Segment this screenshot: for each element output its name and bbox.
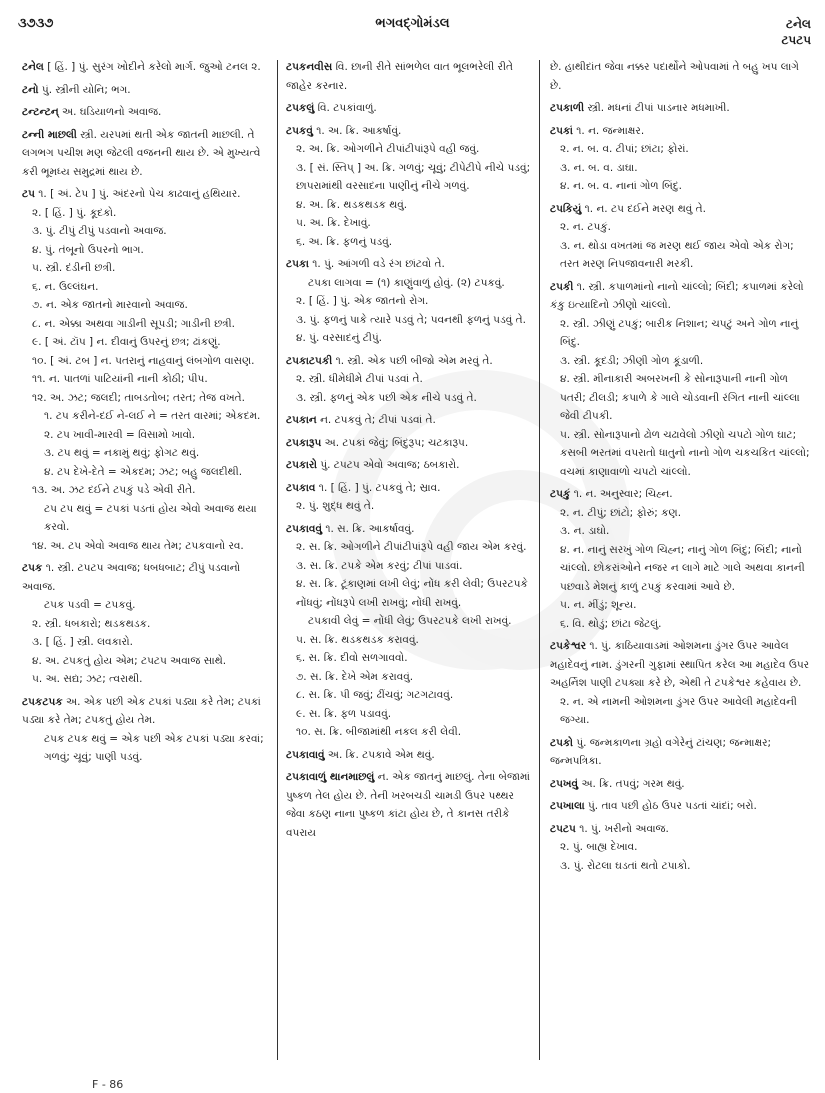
entry-definition-line	[550, 797, 812, 816]
definition-text: સ્ત્રી. મધનાં ટીપાં પાડનાર મધમાખી.	[587, 102, 730, 114]
sense-line: ૩. ન. થોડા વખતમાં જ મરણ થઈ જાય એવો એક રોગ; તરત મરણ નિપજાવનારી મરકી.	[560, 239, 794, 270]
sense-line: ૫. સ્ત્રી. સોનારૂપાનો ઢોળ ચઢાવેલો ઝીણો ચપટો ગોળ ઘાટ; કસબી ભરતમાં વપરાતો ધાતુનો નાનો ગોળ ચકચકિત ચાંલ્લો; વચમાં કાણાવાળો ચપટો ચાંલ્લો.	[560, 428, 810, 478]
guide-word-first: ટનેલ	[786, 17, 811, 31]
headword: ટપકાટપકી	[286, 354, 333, 367]
sense-line: ૨. પું. બાહ્ય દેખાવ.	[560, 841, 638, 853]
headword: ટપકાવ	[286, 481, 316, 494]
sense-line: ૬. સ. ક્રિ. દીવો સળગાવવો.	[296, 652, 408, 664]
column-2	[286, 58, 534, 846]
sense-line: ૨. પું. શુદ્ધ થવું તે.	[296, 500, 375, 512]
entry-definition-line	[286, 768, 534, 842]
headword: ટપકાં	[550, 124, 573, 137]
sense-line: ૪. ન. બ. વ. નાનાં ગોળ બિંદુ.	[560, 180, 682, 192]
headword: ટપકનવીસ	[286, 61, 333, 73]
sense-line: ૨. અ. ક્રિ. ઓગળીને ટીપાંટીપાંરૂપે વહી જવું.	[296, 143, 480, 155]
headword: ટપકિયું	[550, 202, 582, 215]
definition-text: ૧. સ્ત્રી. ટપટપ અવાજ; ધબધબાટ; ટીપું પડવાનો અવાજ.	[22, 562, 241, 593]
definition-text: વિ. છાની રીતે સાંભળેલ વાત ભૂલભરેલી રીતે જાહેર કરનાર.	[286, 61, 513, 92]
dictionary-entry	[22, 185, 272, 555]
headword: ટપકવું	[286, 124, 313, 137]
entry-definition-line	[550, 200, 812, 219]
usage-example: ૪. ટપ દેખે-દેતે = એકદમ; ઝટ; બહુ જલદીથી.	[44, 465, 243, 478]
headword: ટપખાલા	[550, 800, 585, 812]
headword: ટપકટપક	[22, 695, 63, 708]
sense-line: ૨. [ હિં. ] પું. કૂદકો.	[32, 206, 117, 219]
sense-line: ૧૨. અ. ઝટ; જલદી; તાબડતોબ; તરત; તેજ વખતે.	[32, 391, 245, 404]
column-3	[550, 58, 812, 879]
sense-line: ૨. ન. બ. વ. ટીપાં; છાંટા; ફોરાં.	[560, 143, 689, 155]
definition-text: ૧. સ. ક્રિ. આકર્ષાવવું.	[325, 522, 415, 535]
definition-text: વિ. ટપકાંવાળું.	[317, 102, 377, 114]
sense-line: ૪. અ. ટપકતું હોય એમ; ટપટપ અવાજ સાથે.	[32, 654, 227, 667]
definition-text: ન. એક જાતનું માછલું. તેના બેજામાં પુષ્કળ તેલ હોય છે. તેની ખરબચડી ચામડી ઉપર પથ્થર જેવા કઠણ નાના પુષ્કળ કાંટા હોય છે, તે કાનસ તરીકે વપરાય	[286, 771, 530, 839]
sense-line: ૪. ન. નાનું સરખું ગોળ ચિહ્ન; નાનું ગોળ બિંદુ; બિંદી; નાનો ચાંલ્લો. છોકરાંઓને નજર ન લાગે માટે ગાલે અથવા કાનની પછવાડે મેશનું કાળું ટપકું કરવામાં આવે છે.	[560, 543, 805, 593]
sense-line: ૫. ન. મીંડું; શૂન્ય.	[560, 599, 637, 611]
dictionary-entry	[550, 200, 812, 274]
entry-definition-line	[550, 122, 812, 141]
dictionary-entry	[286, 255, 534, 348]
dictionary-entry	[286, 479, 534, 516]
usage-example: ૧. ટપ કરીને-દઈ ને-લઈ ને = તરત વારમાં; એકદમ.	[44, 410, 261, 422]
headword: ટન્ટન્ટન્	[22, 106, 59, 118]
sense-line: ૩. સ. ક્રિ. ટપકે એમ કરવું; ટીપાં પાડવાં.	[296, 559, 463, 572]
page-number: ૩૭૩૭	[18, 16, 54, 31]
headword: ટનેલ	[22, 61, 44, 73]
definition-text: છે. હાથીદાંત જેવા નક્કર પદાર્થોને ઓપવામાં તે બહુ ખપ લાગે છે.	[550, 61, 799, 92]
entry-definition-line	[550, 734, 812, 771]
sense-line: ૨. સ. ક્રિ. ઓગળીને ટીપાંટીપાંરૂપે વહી જાય એમ કરવું.	[296, 541, 527, 553]
page-header	[0, 10, 825, 50]
definition-text: અ. એક પછી એક ટપકાં પડ્યા કરે તેમ; ટપકાં પડ્યા કરે તેમ; ટપકતું હોય તેમ.	[22, 695, 261, 726]
headword: ટપકાન	[286, 414, 317, 426]
definition-text: પું. સ્ત્રીની યોનિ; ભગ.	[41, 83, 131, 96]
headword: ટપકાવાવું	[286, 748, 325, 761]
sense-line: ૪. પું. વરસાદનું ટીપું.	[296, 332, 383, 344]
definition-text: ૧. પું. આંગળી વડે રંગ છાંટવો તે.	[312, 258, 445, 270]
sense-line: ૨. સ્ત્રી. ઝીણું ટપકું; બારીક નિશાન; ચપટું અને ગોળ નાનું બિંદુ.	[560, 317, 799, 348]
sense-line: ૪. પું. તંબૂનો ઉપરનો ભાગ.	[32, 243, 144, 256]
entry-definition-line	[22, 185, 272, 204]
entry-definition-line	[286, 122, 534, 141]
dictionary-entry	[286, 434, 534, 453]
entry-definition-line	[22, 103, 272, 122]
entry-definition-line	[550, 99, 812, 118]
entry-definition-line	[550, 820, 812, 839]
sense-line: ૨. ન. ટપકું.	[560, 221, 612, 233]
entry-definition-line	[286, 746, 534, 765]
headword: ટપ	[22, 188, 35, 200]
sense-line: ૯. સ. ક્રિ. ફળ પડાવવું.	[296, 707, 392, 720]
definition-text: અ. ક્રિ. તપવું; ગરમ થવું.	[581, 777, 685, 790]
guide-words	[781, 16, 811, 48]
sense-line: ૧૧. ન. પાતળાં પાટિયાંની નાની કોઠી; પીપ.	[32, 373, 208, 385]
sense-line: ૨. સ્ત્રી. ધબકારો; થડકથડક.	[32, 617, 151, 630]
sense-line: ૩. પું. ટીપું ટીપું પડવાનો અવાજ.	[32, 225, 167, 237]
entry-definition-line	[286, 479, 534, 498]
sense-line: ૨. ન. એ નામની ઓશમના ડુંગર ઉપર આવેલી મહાદેવની જગ્યા.	[560, 695, 797, 726]
definition-text: [ હિં. ] પું. સુરંગ ખોદીને કરેલો માર્ગ. જુઓ ટનલ ૨.	[47, 61, 261, 73]
entry-definition-line	[550, 278, 812, 315]
sense-line: ૧૪. અ. ટપ એવો અવાજ થાય તેમ; ટપકવાનો રવ.	[32, 539, 244, 552]
headword: ટન્ની માછલી	[22, 128, 77, 141]
sense-line: ૩. [ હિં. ] સ્ત્રી. લવકારો.	[32, 636, 133, 648]
definition-text: ૧. સ્ત્રી. કપાળમાંનો નાનો ચાંલ્લો; બિંદી; કપાળમાં કરેલો કંકુ ઇત્યાદિનો ઝીણો ચાંલ્લો.	[550, 280, 804, 311]
definition-text: અ. ટપકાં જેવું; બિંદુરૂપ; ચટકારૂપ.	[324, 436, 469, 449]
sense-line: ૫. સ. ક્રિ. થડકથડક કરાવવું.	[296, 633, 419, 646]
entry-definition-line	[286, 99, 534, 118]
column-1	[22, 58, 272, 771]
headword: ટપકું	[550, 488, 571, 500]
definition-text: પું. ટપટપ એવો અવાજ; ઠબકારો.	[320, 459, 460, 471]
dictionary-entry	[22, 81, 272, 100]
dictionary-entry	[550, 99, 812, 118]
sense-line: ૩. [ સં. સ્તિપ્ ] અ. ક્રિ. ગળવું; ચૂવું; ટીપેટીપે નીચે પડવું; છાપરામાંથી વરસાદના પાણીનું નીચે ગળવું.	[296, 161, 531, 192]
sense-line: ૬. ન. ઉલ્લંઘન.	[32, 280, 99, 293]
definition-text: પું. જન્મકાળના ગ્રહો વગેરેનું ટાંચણ; જન્માક્ષર; જન્મપત્રિકા.	[550, 736, 772, 767]
usage-example: ટપક પડવી = ટપકવું.	[44, 599, 136, 611]
sense-line: ૭. ન. એક જાતનો મારવાનો અવાજ.	[32, 299, 188, 311]
dictionary-entry	[286, 746, 534, 765]
definition-text: ૧. ન. ટપ દઈને મરણ થવું તે.	[584, 202, 706, 215]
headword: ટપકાળી	[550, 102, 585, 114]
sense-line: ૩. પું. રોટલા ઘડતાં થતો ટપાકો.	[560, 859, 691, 872]
entry-definition-line	[286, 456, 534, 475]
dictionary-entry	[286, 352, 534, 408]
definition-text: ૧. ન. અનુસ્વાર; ચિહ્ન.	[573, 488, 673, 500]
dictionary-entry	[550, 797, 812, 816]
entry-definition-line	[550, 58, 812, 95]
definition-text: ૧. સ્ત્રી. એક પછી બીજો એમ મરવું તે.	[335, 354, 493, 367]
headword: ટપકાવવું	[286, 522, 322, 535]
sense-line: ૮. સ. ક્રિ. પી જવું; ઢીંચવું; ગટગટાવવું.	[296, 689, 454, 701]
entry-definition-line	[550, 637, 812, 693]
dictionary-entry	[22, 58, 272, 77]
sense-line: ૩. સ્ત્રી. કૂદડી; ઝીણી ગોળ કૂંડાળી.	[560, 354, 704, 367]
sense-line: ૧૩. અ. ઝટ દઈને ટપકું પડે એવી રીતે.	[32, 484, 196, 496]
sense-line: ૯. [ અં. ટૉપ ] ન. દીવાનું ઉપરનું છત્ર; ઢાંકણું.	[32, 336, 221, 348]
sense-line: ૩. ન. બ. વ. ડાઘા.	[560, 161, 638, 174]
dictionary-entry	[286, 99, 534, 118]
definition-text: ૧. [ હિં. ] પું. ટપકવું તે; સ્રાવ.	[318, 481, 441, 494]
definition-text: ૧. [ અં. ટેપ ] પું. અંદરનો પેચ કાઢવાનું હથિયાર.	[38, 188, 241, 200]
entry-definition-line	[286, 255, 534, 274]
dictionary-entry	[550, 278, 812, 482]
sense-line: ૧૦. સ. ક્રિ. બીજામાંથી નકલ કરી લેવી.	[296, 726, 462, 738]
definition-text: સ્ત્રી. યરપમાં થતી એક જાતની માછલી. તે લગભગ પચીશ મણ જેટલી વજનની થાય છે. એ મુખ્યત્વે કરી ભૂમધ્ય સમુદ્રમાં થાય છે.	[22, 128, 261, 178]
entry-definition-line	[22, 58, 272, 77]
sense-line: ૨. [ હિં. ] પું. એક જાતનો રોગ.	[296, 295, 429, 307]
entry-definition-line	[286, 411, 534, 430]
headword: ટપકો	[550, 736, 573, 749]
headword: ટપકારૂપ	[286, 436, 322, 449]
column-divider	[539, 60, 540, 1060]
usage-example: ૩. ટપ થવું = નકામું થવું; ફોગટ થવું.	[44, 447, 200, 459]
book-title: ભગવદ્ગોમંડલ	[375, 16, 450, 31]
dictionary-entry	[550, 820, 812, 876]
dictionary-entry	[22, 693, 272, 767]
sense-line: ૩. સ્ત્રી. ફળનું એક પછી એક નીચે પડવું તે.	[296, 391, 477, 404]
usage-example: ટપક ટપક થવું = એક પછી એક ટપકાં પડ્યા કરવાં; ગળવું; ચૂવું; પાણી પડવું.	[44, 732, 264, 763]
dictionary-entry	[286, 456, 534, 475]
dictionary-entry	[286, 58, 534, 95]
definition-text: ન. ટપકવું તે; ટીપાં પડવાં તે.	[320, 414, 436, 426]
dictionary-entry	[550, 58, 812, 95]
column-divider	[277, 60, 278, 1060]
sense-line: ૪. સ. ક્રિ. ટૂંકાણમાં લખી લેવું; નોંધ કરી લેવી; ઉપરટપકે નોંધવું; નોંધરૂપે લખી રાખવું; નોંધી રાખવું.	[296, 578, 528, 609]
definition-text: અ. ઘડિયાળનો અવાજ.	[62, 106, 162, 118]
definition-text: ૧. ન. જન્માક્ષર.	[576, 124, 645, 137]
headword: ટપકા	[286, 258, 309, 270]
sense-line: ૧૦. [ અં. ટબ ] ન. પતરાનું નાહવાનું લંબગોળ વાસણ.	[32, 354, 255, 367]
dictionary-entry	[550, 775, 812, 794]
headword: ટપટપ	[550, 822, 576, 835]
dictionary-entry	[286, 411, 534, 430]
guide-word-last: ટપટપ	[781, 33, 811, 47]
entry-definition-line	[22, 559, 272, 596]
sense-line: ૫. અ. ક્રિ. દેખાવું.	[296, 217, 371, 229]
headword: ટપકી	[550, 280, 574, 293]
entry-definition-line	[286, 520, 534, 539]
definition-text: પું. તાવ પછી હોઠ ઉપર પડતાં ચાંદાં; બરો.	[587, 800, 757, 812]
sense-line: ૬. વિ. થોડું; છાંટા જેટલું.	[560, 617, 662, 630]
sense-line: ૪. અ. ક્રિ. થડકથડક થવું.	[296, 198, 408, 211]
entry-definition-line	[550, 775, 812, 794]
sense-line: ૨. સ્ત્રી. ધીમેધીમે ટીપાં પડવાં તે.	[296, 373, 423, 385]
sense-line: ૬. અ. ક્રિ. ફળનું પડવું.	[296, 235, 393, 248]
dictionary-entry	[22, 126, 272, 182]
entry-definition-line	[22, 693, 272, 730]
entry-definition-line	[286, 58, 534, 95]
usage-example: ટપકાવી લેવું = નોંધી લેવું; ઉપરટપકે લખી રાખવું.	[308, 615, 512, 627]
usage-example: ૨. ટપ ખાવી-મારવી = વિસામો ખાવો.	[44, 428, 196, 441]
definition-text: અ. ક્રિ. ટપકાવે એમ થવું.	[327, 748, 435, 761]
entry-definition-line	[286, 352, 534, 371]
headword: ટપક	[22, 562, 43, 574]
sense-line: ૫. અ. સદ્ય; ઝટ; ત્વરાથી.	[32, 673, 143, 685]
headword: ટપકલું	[286, 102, 315, 114]
headword: ટપકારો	[286, 459, 317, 471]
headword: ટપખવું	[550, 777, 579, 790]
dictionary-entry	[22, 559, 272, 689]
entry-definition-line	[550, 485, 812, 504]
usage-example: ટપકા લાગવા = (૧) કાણુંવાળું હોવું. (૨) ટપકવું.	[308, 276, 505, 289]
dictionary-entry	[550, 485, 812, 633]
dictionary-entry	[286, 768, 534, 842]
definition-text: ૧. પું. કાઠિયાવાડમાં ઓશમના ડુંગર ઉપર આવેલ મહાદેવનું નામ. ડુંગરની ગુફામાં સ્થાપિત કરેલ આ મહાદેવ ઉપર અહર્નિશ પાણી ટપક્યા કરે છે, એથી તે ટપકેશ્વર કહેવાય છે.	[550, 640, 810, 689]
entry-definition-line	[286, 434, 534, 453]
dictionary-entry	[286, 520, 534, 742]
entry-definition-line	[22, 81, 272, 100]
dictionary-entry	[550, 122, 812, 196]
dictionary-entry	[550, 637, 812, 730]
usage-example: ટપ ટપ થવું = ટપકાં પડતાં હોય એવો અવાજ થયા કરવો.	[44, 502, 257, 533]
sense-line: ૭. સ. ક્રિ. દેખે એમ કરાવવું.	[296, 670, 414, 683]
dictionary-entry	[286, 122, 534, 252]
entry-definition-line	[22, 126, 272, 182]
sense-line: ૨. ન. ટીપું; છાંટો; ફોરું; કણ.	[560, 506, 682, 519]
definition-text: ૧. અ. ક્રિ. આકર્ષાવું.	[316, 124, 402, 137]
sense-line: ૩. પું. ફળનું પાકે ત્યારે પડવું તે; પવનથી ફળનું પડવું તે.	[296, 313, 526, 326]
sense-line: ૫. સ્ત્રી. દંડીની છત્રી.	[32, 262, 116, 274]
signature-mark: F - 86	[92, 1078, 124, 1091]
definition-text: ૧. પું. ખરીનો અવાજ.	[579, 822, 669, 835]
dictionary-entry	[22, 103, 272, 122]
headword: ટનો	[22, 83, 39, 96]
sense-line: ૮. ન. એક્કા અથવા ગાડીની સૂપડી; ગાડીની છત્રી.	[32, 317, 235, 330]
headword: ટપકાવાળું થાનમાછલું	[286, 771, 375, 783]
sense-line: ૪. સ્ત્રી. મીનાકારી અબરખની કે સોનારૂપાની નાની ગોળ પતરી; ટીલડી; કપાળે કે ગાલે ચોડવાની રંગિત નાની ચાંલ્લા જેવી ટીપકી.	[560, 373, 800, 422]
headword: ટપકેશ્વર	[550, 640, 587, 652]
sense-line: ૩. ન. ડાઘો.	[560, 525, 610, 537]
dictionary-entry	[550, 734, 812, 771]
